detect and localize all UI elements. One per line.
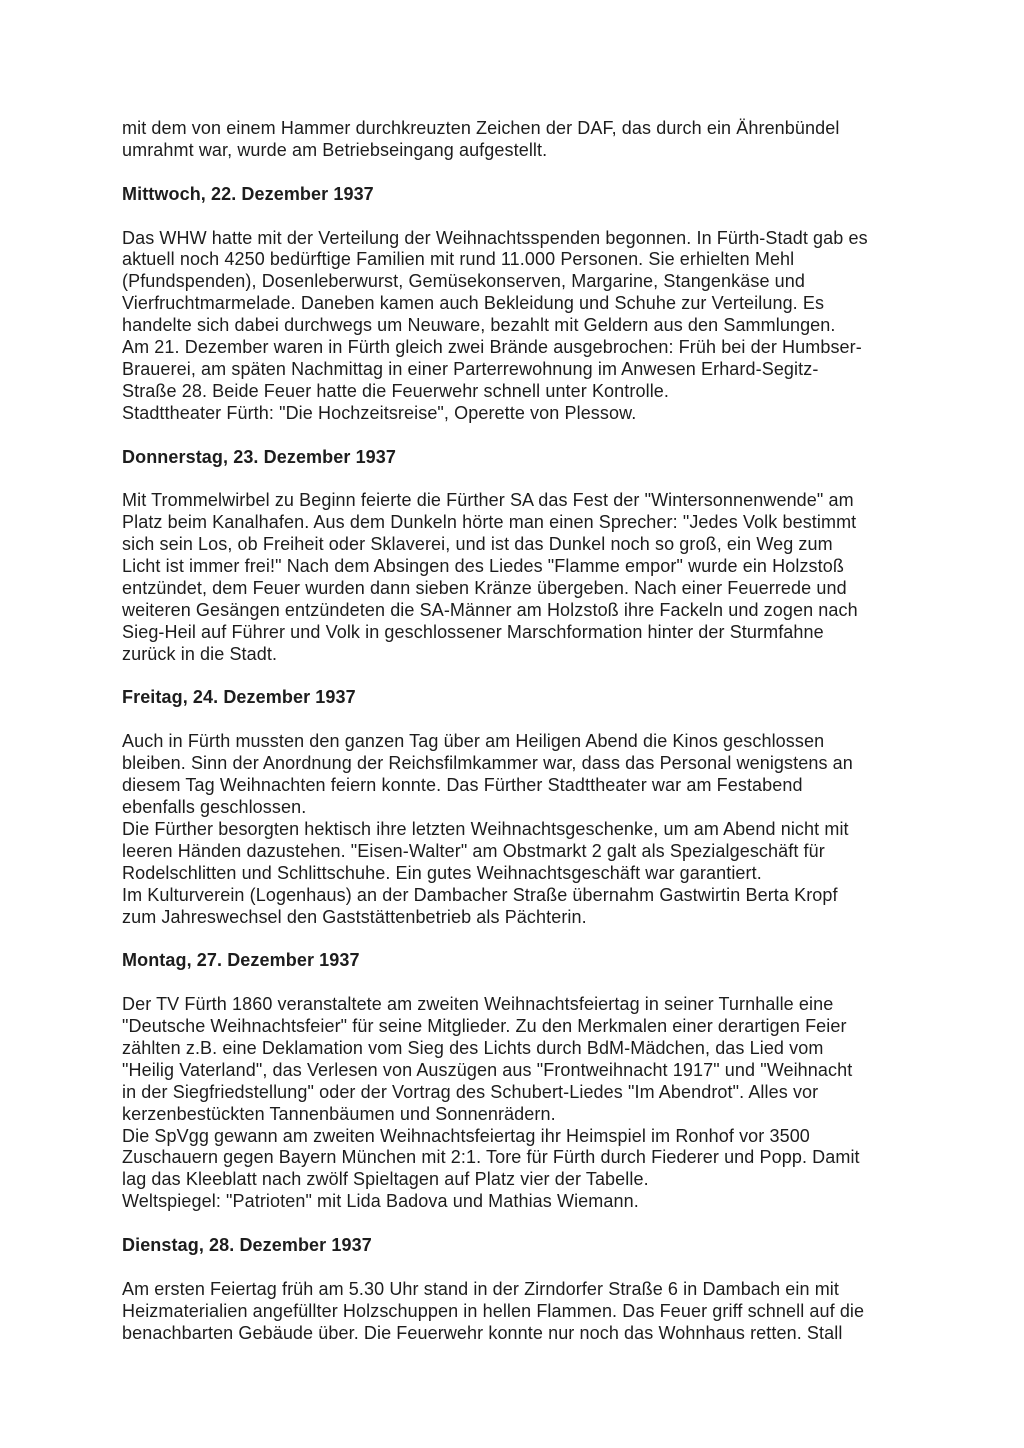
text-line: "Heilig Vaterland", das Verlesen von Auszügen aus "Frontweihnacht 1917" und "Weihnacht xyxy=(122,1059,853,1080)
section-heading: Freitag, 24. Dezember 1937 xyxy=(122,687,356,708)
section-paragraph xyxy=(122,994,926,1213)
text-line: Zuschauern gegen Bayern München mit 2:1. Tore für Fürth durch Fiederer und Popp. Damit xyxy=(122,1147,860,1168)
text-line: Straße 28. Beide Feuer hatte die Feuerwehr schnell unter Kontrolle. xyxy=(122,380,669,401)
text-line: leeren Händen dazustehen. "Eisen-Walter" am Obstmarkt 2 galt als Spezialgeschäft für xyxy=(122,840,825,861)
text-line: Das WHW hatte mit der Verteilung der Weihnachtsspenden begonnen. In Fürth-Stadt gab es xyxy=(122,227,868,248)
text-line: Mit Trommelwirbel zu Beginn feierte die Fürther SA das Fest der "Wintersonnenwende" am xyxy=(122,490,854,511)
text-line: Platz beim Kanalhafen. Aus dem Dunkeln hörte man einen Sprecher: "Jedes Volk bestimmt xyxy=(122,512,857,533)
text-line: in der Siegfriedstellung" oder der Vortrag des Schubert-Liedes "Im Abendrot". Alles vor xyxy=(122,1081,819,1102)
text-line: zurück in die Stadt. xyxy=(122,643,278,664)
text-line: Licht ist immer frei!" Nach dem Absingen des Liedes "Flamme empor" wurde ein Holzstoß xyxy=(122,556,844,577)
text-line: aktuell noch 4250 bedürftige Familien mit rund 11.000 Personen. Sie erhielten Mehl xyxy=(122,249,795,270)
text-line: Am ersten Feiertag früh am 5.30 Uhr stand in der Zirndorfer Straße 6 in Dambach ein mit xyxy=(122,1278,840,1299)
text-line: "Deutsche Weihnachtsfeier" für seine Mitglieder. Zu den Merkmalen einer derartigen Feier xyxy=(122,1016,847,1037)
text-line: zählten z.B. eine Deklamation vom Sieg des Lichts durch BdM-Mädchen, das Lied vom xyxy=(122,1037,824,1058)
section-heading: Dienstag, 28. Dezember 1937 xyxy=(122,1235,372,1256)
text-line: handelte sich dabei durchwegs um Neuware, bezahlt mit Geldern aus den Sammlungen. xyxy=(122,315,836,336)
text-line: Brauerei, am späten Nachmittag in einer Parterrewohnung im Anwesen Erhard-Segitz- xyxy=(122,358,819,379)
text-line: (Pfundspenden), Dosenleberwurst, Gemüsekonserven, Margarine, Stangenkäse und xyxy=(122,271,805,292)
text-line: diesem Tag Weihnachten feiern konnte. Das Fürther Stadttheater war am Festabend xyxy=(122,775,803,796)
text-line: benachbarten Gebäude über. Die Feuerwehr konnte nur noch das Wohnhaus retten. Stall xyxy=(122,1322,843,1343)
document-content xyxy=(122,118,926,1345)
section-heading: Mittwoch, 22. Dezember 1937 xyxy=(122,183,374,204)
text-line: Die Fürther besorgten hektisch ihre letzten Weihnachtsgeschenke, um am Abend nicht mit xyxy=(122,818,849,839)
section-paragraph xyxy=(122,1279,926,1345)
text-line: weiteren Gesängen entzündeten die SA-Männer am Holzstoß ihre Fackeln und zogen nach xyxy=(122,599,858,620)
section-paragraph xyxy=(122,228,926,425)
text-line: Am 21. Dezember waren in Fürth gleich zwei Brände ausgebrochen: Früh bei der Humbser- xyxy=(122,337,862,358)
text-line: mit dem von einem Hammer durchkreuzten Zeichen der DAF, das durch ein Ährenbündel xyxy=(122,118,840,138)
text-line: Weltspiegel: "Patrioten" mit Lida Badova und Mathias Wiemann. xyxy=(122,1191,639,1212)
section-paragraph xyxy=(122,731,926,928)
text-line: lag das Kleeblatt nach zwölf Spieltagen auf Platz vier der Tabelle. xyxy=(122,1169,649,1190)
text-line: Im Kulturverein (Logenhaus) an der Dambacher Straße übernahm Gastwirtin Berta Kropf xyxy=(122,884,838,905)
text-line: Der TV Fürth 1860 veranstaltete am zweiten Weihnachtsfeiertag in seiner Turnhalle eine xyxy=(122,994,834,1015)
text-line: Sieg-Heil auf Führer und Volk in geschlossener Marschformation hinter der Sturmfahne xyxy=(122,621,824,642)
text-line: Auch in Fürth mussten den ganzen Tag über am Heiligen Abend die Kinos geschlossen xyxy=(122,731,825,752)
text-line: Rodelschlitten und Schlittschuhe. Ein gutes Weihnachtsgeschäft war garantiert. xyxy=(122,862,762,883)
text-line: umrahmt war, wurde am Betriebseingang aufgestellt. xyxy=(122,139,548,160)
text-line: Stadttheater Fürth: "Die Hochzeitsreise", Operette von Plessow. xyxy=(122,402,637,423)
text-line: sich sein Los, ob Freiheit oder Sklaverei, und ist das Dunkel noch so groß, ein Weg zum xyxy=(122,534,833,555)
text-line: ebenfalls geschlossen. xyxy=(122,797,307,817)
section-heading: Montag, 27. Dezember 1937 xyxy=(122,950,360,971)
text-line: zum Jahreswechsel den Gaststättenbetrieb als Pächterin. xyxy=(122,906,587,927)
section-paragraph xyxy=(122,490,926,665)
text-line: Vierfruchtmarmelade. Daneben kamen auch Bekleidung und Schuhe zur Verteilung. Es xyxy=(122,293,825,314)
text-line: kerzenbestückten Tannenbäumen und Sonnenrädern. xyxy=(122,1103,556,1124)
text-line: Die SpVgg gewann am zweiten Weihnachtsfeiertag ihr Heimspiel im Ronhof vor 3500 xyxy=(122,1125,810,1146)
text-line: entzündet, dem Feuer wurden dann sieben Kränze übergeben. Nach einer Feuerrede und xyxy=(122,577,847,598)
section-heading: Donnerstag, 23. Dezember 1937 xyxy=(122,446,397,467)
text-line: Heizmaterialien angefüllter Holzschuppen in hellen Flammen. Das Feuer griff schnell auf die xyxy=(122,1300,865,1321)
text-line: bleiben. Sinn der Anordnung der Reichsfilmkammer war, dass das Personal wenigstens an xyxy=(122,753,853,774)
intro-paragraph xyxy=(122,118,926,162)
